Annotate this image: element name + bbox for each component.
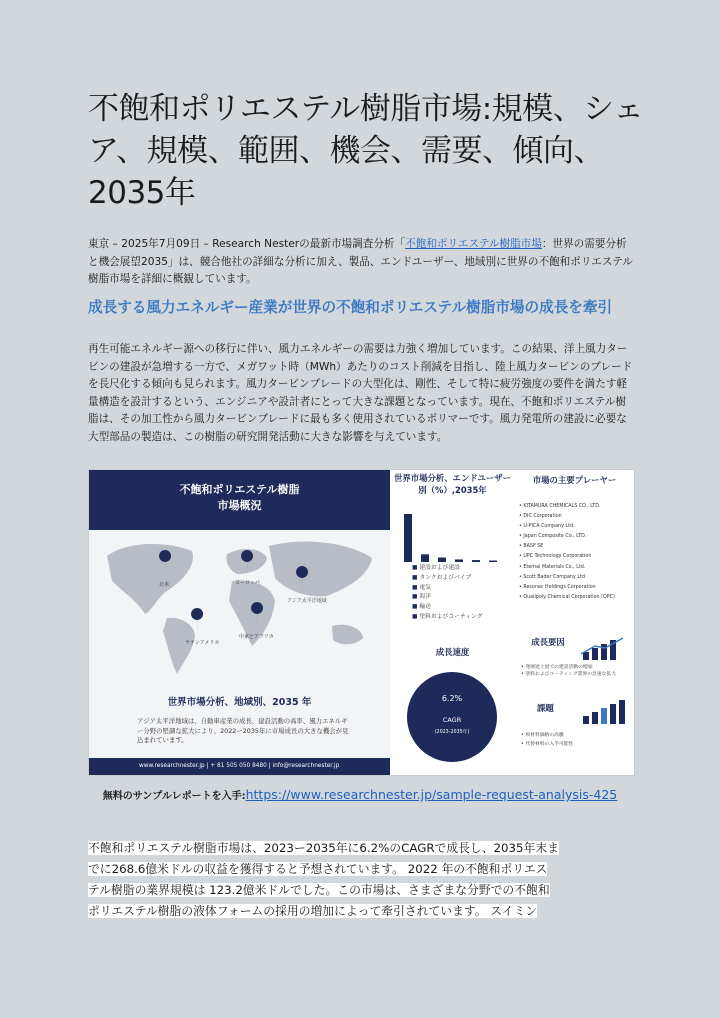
- intro-suffix: ：世界の需要分析と機会展望2035」は、競合他社の詳細な分析に加え、製品、エンドユーザー、地域別に世界の不飽和ポリエステル樹脂市場を詳細に概観しています。: [88, 238, 633, 285]
- enduser-panel: [394, 470, 511, 628]
- map-asia: [269, 542, 372, 597]
- map-label-europe: ヨーロッパ: [235, 580, 260, 586]
- drivers-challenges-panel: [515, 632, 634, 775]
- map-label-north-america: 北米: [159, 582, 170, 588]
- cagr-circle: [407, 672, 497, 762]
- body2-line: テル樹脂の業界規模は 123.2億米ドルでした。この市場は、さまざまな分野での不飽和: [88, 883, 550, 897]
- intro-prefix: 東京 – 2025年7月09日 – Research Nesterの最新市場調査分析「: [88, 238, 406, 250]
- legend-item: ■ 電気: [412, 584, 509, 594]
- growth-chart-icon: [579, 636, 629, 660]
- enduser-bar: [472, 560, 480, 562]
- intro-paragraph: [88, 236, 636, 289]
- map-label-asia: アジア太平洋地域: [287, 598, 327, 604]
- enduser-bar-chart: [402, 512, 507, 562]
- player-item: • Resonac Holdings Corporation: [519, 583, 633, 593]
- enduser-bar: [489, 561, 497, 563]
- map-north-america: [107, 544, 193, 614]
- player-item: • Qualipoly Chemical Corporation (QPC): [519, 593, 633, 603]
- enduser-bar: [404, 514, 412, 562]
- legend-item: ■ 建設および建設: [412, 564, 509, 574]
- world-map: [97, 536, 382, 676]
- body2-line: 不飽和ポリエステル樹脂市場は、2023ー2035年に6.2%のCAGRで成長し、2035年末ま: [88, 841, 559, 855]
- infographic-left-panel: [89, 470, 390, 775]
- legend-item: ■ 海洋: [412, 593, 509, 603]
- region-analysis-text: アジア太平洋地域は、自動車産業の成長、建設活動の高率、風力エネルギー分野の堅調な拡大により、2022ー2035年に市場成長の大きな機会が見込まれています。: [137, 717, 349, 744]
- player-item: • KITAMURA CHEMICALS CO., LTD.: [519, 502, 633, 512]
- player-item: • UPC Technology Corporation: [519, 552, 633, 562]
- challenge-item: • 代替材料の入手可能性: [521, 740, 633, 749]
- body-paragraph-1: 再生可能エネルギー源への移行に伴い、風力エネルギーの需要は力強く増加しています。この結果、洋上風力タービンの建設が急増する一方で、メガワット時（MWh）あたりのコスト削減を目指し、陸上風力タービンのブレードを長尺化する傾向も見られます。風力タービンブレードの大型化は、剛性、そして特に疲労強度の要件を満たす軽量構造を設計するという、エンジニアや設計者にとって大きな課題となっています。現在、不飽和ポリエステル樹脂は、その加工性から風力タービンブレードに最も多く使用されているポリマーです。風力発電所の建設に必要な大型部品の製造は、この樹脂の研究開発活動に大きな影響を与えています。: [88, 343, 633, 443]
- driver-item: • 塗料およびコーティング業界の急速な拡大: [521, 671, 633, 678]
- challenge-chart-icon: [579, 698, 629, 724]
- key-players-title: 市場の主要プレーヤー: [532, 475, 617, 485]
- sample-label: 無料のサンプルレポートを入手:: [102, 791, 246, 802]
- growth-rate-panel: [394, 632, 511, 775]
- map-label-latam: ラテンアメリカ: [185, 640, 220, 646]
- legend-item: ■ タンクおよびパイプ: [412, 574, 509, 584]
- market-infographic: [88, 469, 635, 776]
- growth-rate-title: 成長速度: [435, 647, 470, 657]
- sample-report-line: [0, 787, 720, 802]
- map-label-mea: 中東とアフリカ: [239, 634, 274, 640]
- section-heading: 成長する風力エネルギー産業が世界の不飽和ポリエステル樹脂市場の成長を牽引: [88, 299, 613, 316]
- challenges-title: 課題: [537, 703, 554, 713]
- legend-item: ■ 輸送: [412, 603, 509, 613]
- cagr-label: CAGR: [442, 716, 462, 724]
- key-players-panel: [515, 470, 634, 628]
- enduser-legend: [412, 564, 509, 623]
- sample-request-link[interactable]: https://www.researchnester.jp/sample-request-analysis-425: [245, 787, 618, 802]
- cagr-value: 6.2%: [441, 694, 463, 703]
- key-players-list: [519, 502, 633, 603]
- cagr-period: (2023-2035年): [434, 730, 470, 735]
- infographic-header: 不飽和ポリエステル樹脂 市場概況: [89, 470, 390, 530]
- region-analysis-title: 世界市場分析、地域別、2035 年: [167, 697, 312, 708]
- growth-drivers-title: 成長要因: [531, 637, 565, 647]
- challenge-item: • 原材料価格の高騰: [521, 731, 633, 740]
- map-australia: [332, 625, 363, 645]
- growth-drivers-list: [521, 664, 633, 679]
- market-link[interactable]: 不飽和ポリエステル樹脂市場: [405, 238, 542, 250]
- driver-item: • 発展途上国での建設活動の増加: [521, 664, 633, 671]
- player-item: • Scott Bader Company Ltd: [519, 573, 633, 583]
- player-item: • BASF SE: [519, 542, 633, 552]
- enduser-bar: [438, 558, 446, 562]
- enduser-bar: [455, 559, 463, 562]
- body2-line: ポリエステル樹脂の液体フォームの採用の増加によって牽引されています。 スイミン: [88, 904, 538, 918]
- enduser-title: 世界市場分析、エンドユーザー別（%）,2035年: [394, 473, 511, 495]
- player-item: • U-PICA Company Ltd.: [519, 522, 633, 532]
- body2-line: でに268.6億米ドルの収益を獲得すると予想されています。 2022 年の不飽和ポリエス: [88, 862, 548, 876]
- player-item: • DIC Corporation: [519, 512, 633, 522]
- infographic-footer: www.researchnester.jp | + 81 505 050 8480 | info@researchnester.jp: [89, 758, 390, 775]
- enduser-bar: [421, 554, 429, 562]
- challenges-list: [521, 731, 633, 749]
- page-title: 不飽和ポリエステル樹脂市場:規模、シェア、規模、範囲、機会、需要、傾向、2035年: [88, 91, 644, 211]
- player-item: • Japan Composite Co., LTD.: [519, 532, 633, 542]
- player-item: • Eternal Materials Co., Ltd.: [519, 563, 633, 573]
- body-paragraph-2: [88, 838, 628, 922]
- legend-item: ■ 塗料およびコーティング: [412, 613, 509, 623]
